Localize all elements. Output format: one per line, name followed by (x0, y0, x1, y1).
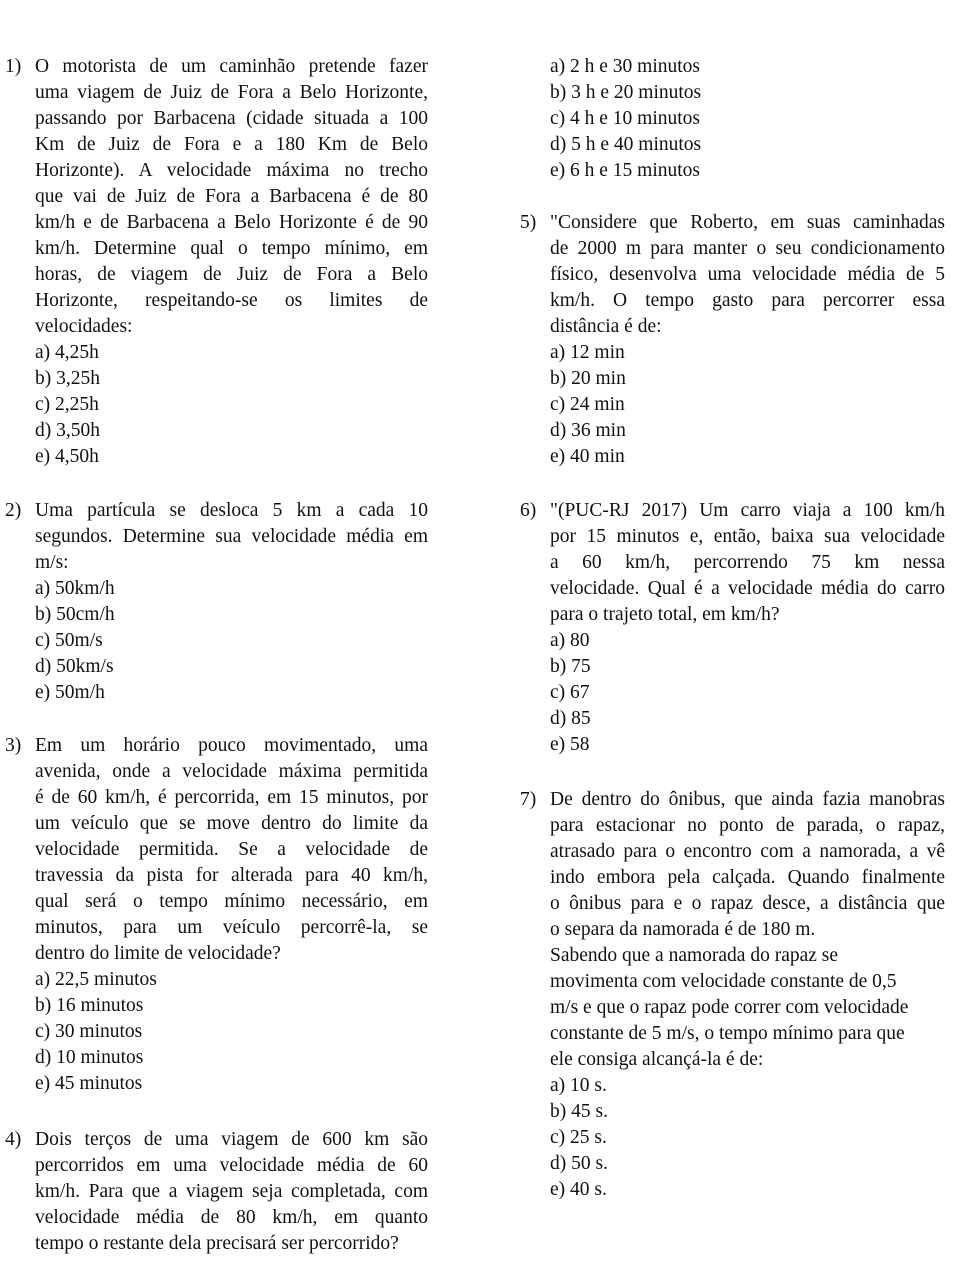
question-text-line: "(PUC-RJ 2017) Um carro viaja a 100 km/h (550, 500, 945, 521)
question-text-line: ele consiga alcançá-la é de: (550, 1049, 764, 1070)
question-text-line: m/s: (35, 552, 69, 573)
answer-option: d) 5 h e 40 minutos (550, 134, 702, 155)
question-5 (520, 210, 945, 470)
question-text-line: segundos. Determine sua velocidade média em (35, 526, 428, 547)
question-number: 1) (5, 56, 22, 77)
answer-option: e) 50m/h (35, 682, 105, 703)
question-text-line: Uma partícula se desloca 5 km a cada 10 (35, 500, 428, 521)
question-text-line: Horizonte, respeitando-se os limites de (35, 290, 428, 311)
question-text-line: qual será o tempo mínimo necessário, em (35, 891, 428, 912)
answer-option: b) 45 s. (550, 1101, 608, 1122)
answer-option: c) 30 minutos (35, 1021, 143, 1042)
question-text-line: é de 60 km/h, é percorrida, em 15 minutos, por (35, 787, 428, 808)
answer-option: e) 40 s. (550, 1179, 607, 1200)
answer-option: a) 10 s. (550, 1075, 607, 1096)
question-text-line: velocidade média de 80 km/h, em quanto (35, 1207, 428, 1228)
answer-option: b) 75 (550, 656, 591, 677)
answer-option: e) 6 h e 15 minutos (550, 160, 701, 181)
answer-option: c) 50m/s (35, 630, 103, 651)
question-text-line: Em um horário pouco movimentado, uma (35, 735, 428, 756)
answer-option: b) 3,25h (35, 368, 100, 389)
question-text-line: km/h. Para que a viagem seja completada, com (35, 1181, 428, 1202)
question-text-line: m/s e que o rapaz pode correr com velocidade (550, 997, 909, 1018)
question-text-line: O motorista de um caminhão pretende fazer (35, 56, 428, 77)
answer-option: c) 4 h e 10 minutos (550, 108, 701, 129)
question-text-line: por 15 minutos e, então, baixa sua velocidade (550, 526, 945, 547)
answer-option: c) 25 s. (550, 1127, 607, 1148)
question-4 (5, 1127, 428, 1257)
question-text-line: atrasado para o encontro com a namorada, a vê (550, 841, 945, 862)
answer-option: a) 4,25h (35, 342, 99, 363)
answer-option: c) 24 min (550, 394, 625, 415)
question-7 (520, 787, 945, 1203)
question-number: 7) (520, 789, 537, 810)
question-text-line: horas, de viagem de Juiz de Fora a Belo (35, 264, 428, 285)
question-number: 4) (5, 1129, 22, 1150)
answer-option: d) 36 min (550, 420, 626, 441)
question-text-line: indo embora pela calçada. Quando finalmente (550, 867, 945, 888)
answer-option: e) 4,50h (35, 446, 99, 467)
question-text-line: que vai de Juiz de Fora a Barbacena é de 80 (35, 186, 428, 207)
question-text-line: passando por Barbacena (cidade situada a 100 (35, 108, 428, 129)
question-number: 3) (5, 735, 22, 756)
question-text-line: velocidade permitida. Se a velocidade de (35, 839, 428, 860)
question-text-line: movimenta com velocidade constante de 0,5 (550, 971, 897, 992)
question-6 (520, 498, 945, 758)
question-text-line: velocidades: (35, 316, 133, 337)
question-text-line: percorridos em uma velocidade média de 60 (35, 1155, 428, 1176)
answer-option: b) 3 h e 20 minutos (550, 82, 702, 103)
answer-option: a) 50km/h (35, 578, 115, 599)
answer-option: d) 10 minutos (35, 1047, 144, 1068)
question-text-line: minutos, para um veículo percorrê-la, se (35, 917, 428, 938)
question-text-line: Km de Juiz de Fora e a 180 Km de Belo (35, 134, 428, 155)
question-text-line: km/h e de Barbacena a Belo Horizonte é de 90 (35, 212, 428, 233)
question-text-line: "Considere que Roberto, em suas caminhadas (550, 212, 945, 233)
question-1 (5, 54, 428, 470)
question-text-line: para o trajeto total, em km/h? (550, 604, 780, 625)
question-text-line: para estacionar no ponto de parada, o rapaz, (550, 815, 945, 836)
question-4-options-continued (550, 54, 945, 184)
answer-option: a) 2 h e 30 minutos (550, 56, 701, 77)
answer-option: e) 45 minutos (35, 1073, 143, 1094)
question-text-line: Dois terços de uma viagem de 600 km são (35, 1129, 428, 1150)
question-number: 6) (520, 500, 537, 521)
question-text-line: uma viagem de Juiz de Fora a Belo Horizonte, (35, 82, 428, 103)
question-text-line: a 60 km/h, percorrendo 75 km nessa (550, 552, 945, 573)
answer-option: e) 40 min (550, 446, 625, 467)
question-text-line: físico, desenvolva uma velocidade média de 5 (550, 264, 945, 285)
question-text-line: dentro do limite de velocidade? (35, 943, 281, 964)
question-text-line: o ônibus para e o rapaz desce, a distância que (550, 893, 945, 914)
question-text-line: De dentro do ônibus, que ainda fazia manobras (550, 789, 945, 810)
question-text-line: constante de 5 m/s, o tempo mínimo para que (550, 1023, 905, 1044)
question-number: 5) (520, 212, 537, 233)
question-text-line: o separa da namorada é de 180 m. (550, 919, 816, 940)
answer-option: d) 85 (550, 708, 591, 729)
answer-option: a) 22,5 minutos (35, 969, 157, 990)
question-text-line: de 2000 m para manter o seu condicionamento (550, 238, 945, 259)
question-text-line: tempo o restante dela precisará ser percorrido? (35, 1233, 399, 1254)
answer-option: e) 58 (550, 734, 590, 755)
answer-option: b) 16 minutos (35, 995, 144, 1016)
answer-option: b) 20 min (550, 368, 626, 389)
question-number: 2) (5, 500, 22, 521)
question-text-line: avenida, onde a velocidade máxima permitida (35, 761, 428, 782)
question-text-line: Horizonte). A velocidade máxima no trecho (35, 160, 428, 181)
question-text-line: distância é de: (550, 316, 662, 337)
question-text-line: km/h. Determine qual o tempo mínimo, em (35, 238, 428, 259)
question-2 (5, 498, 428, 706)
question-text-line: travessia da pista for alterada para 40 km/h, (35, 865, 428, 886)
answer-option: d) 3,50h (35, 420, 100, 441)
answer-option: d) 50km/s (35, 656, 114, 677)
question-text-line: velocidade. Qual é a velocidade média do carro (550, 578, 945, 599)
question-text-line: Sabendo que a namorada do rapaz se (550, 945, 839, 966)
answer-option: c) 2,25h (35, 394, 99, 415)
answer-option: a) 80 (550, 630, 590, 651)
answer-option: d) 50 s. (550, 1153, 608, 1174)
answer-option: c) 67 (550, 682, 590, 703)
question-text-line: um veículo que se move dentro do limite da (35, 813, 428, 834)
question-text-line: km/h. O tempo gasto para percorrer essa (550, 290, 945, 311)
answer-option: b) 50cm/h (35, 604, 115, 625)
answer-option: a) 12 min (550, 342, 625, 363)
question-3 (5, 733, 428, 1097)
